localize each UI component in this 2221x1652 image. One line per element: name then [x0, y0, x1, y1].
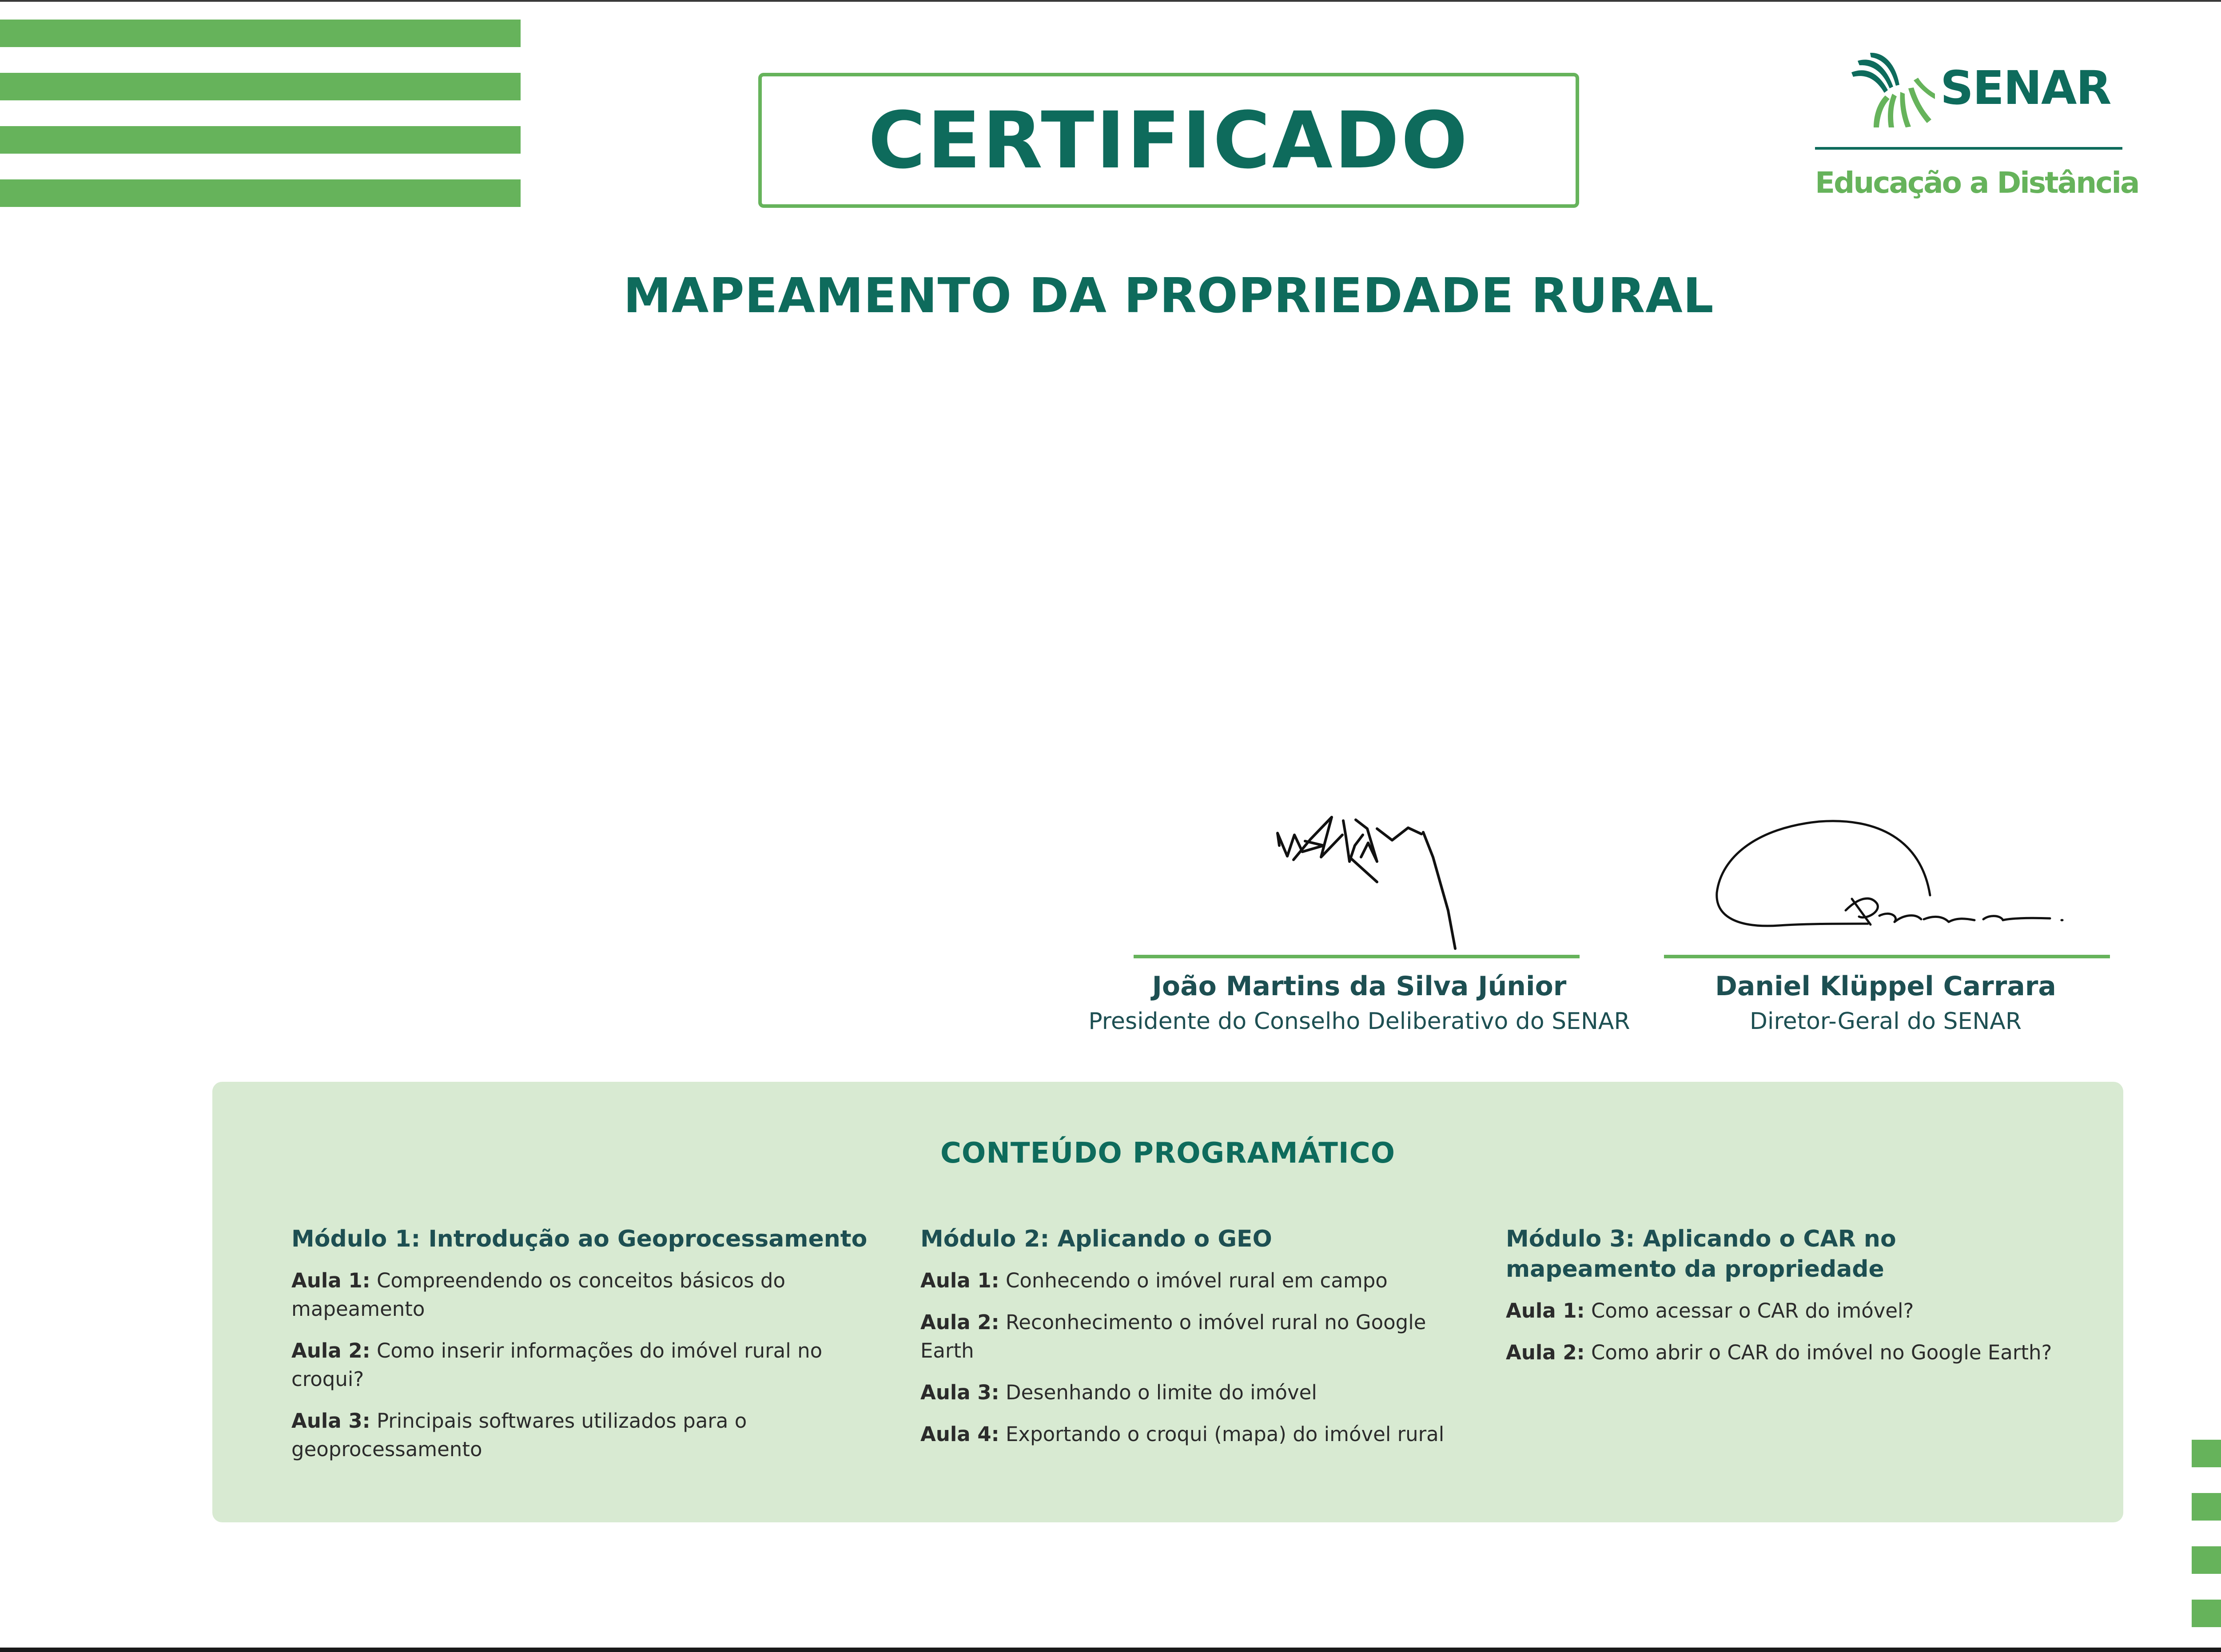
- lesson-label: Aula 2:: [291, 1339, 370, 1362]
- lesson-text: Reconhecimento o imóvel rural no Google Earth: [920, 1310, 1426, 1362]
- lesson-text: Compreendendo os conceitos básicos do mapeamento: [291, 1269, 786, 1321]
- lesson-label: Aula 2:: [1506, 1341, 1585, 1364]
- stripe: [0, 73, 521, 100]
- lesson-text: Conhecendo o imóvel rural em campo: [1005, 1269, 1388, 1292]
- signature-block-president: [1084, 790, 1635, 1035]
- handwritten-signature-director: [1672, 790, 2099, 955]
- lesson-item: [920, 1378, 1480, 1407]
- signature-line: [1134, 955, 1580, 958]
- stripe: [0, 179, 521, 207]
- program-content-panel: [212, 1082, 2123, 1522]
- certificate-title-box: [758, 73, 1579, 208]
- signature-block-director: [1644, 790, 2128, 1035]
- lesson-item: [291, 1267, 887, 1323]
- lesson-text: Exportando o croqui (mapa) do imóvel rural: [1005, 1422, 1445, 1446]
- lesson-label: Aula 1:: [1506, 1299, 1585, 1322]
- decorative-stripes-bottom-right: [2192, 1440, 2221, 1631]
- module-title: Módulo 1: Introdução ao Geoprocessamento: [291, 1226, 868, 1252]
- top-edge-line: [0, 0, 2221, 2]
- lesson-text: Como acessar o CAR do imóvel?: [1591, 1299, 1914, 1322]
- lesson-item: [291, 1407, 887, 1464]
- signature-line: [1664, 955, 2110, 958]
- program-heading: CONTEÚDO PROGRAMÁTICO: [940, 1137, 1396, 1170]
- module-1: [291, 1224, 887, 1477]
- decorative-stripes-top-left: [0, 20, 521, 210]
- module-3: [1506, 1224, 2061, 1380]
- lesson-item: [920, 1267, 1480, 1295]
- lesson-item: [291, 1337, 887, 1394]
- lesson-text: Principais softwares utilizados para o geoprocessamento: [291, 1409, 747, 1461]
- lesson-label: Aula 2:: [920, 1310, 999, 1334]
- lesson-text: Como inserir informações do imóvel rural no croqui?: [291, 1339, 823, 1391]
- signatory-name: João Martins da Silva Júnior: [1152, 971, 1567, 1002]
- module-title: Módulo 2: Aplicando o GEO: [920, 1226, 1272, 1252]
- module-title: Módulo 3: Aplicando o CAR no mapeamento da propriedade: [1506, 1226, 1896, 1283]
- stripe: [2192, 1546, 2221, 1574]
- logo-subtitle: Educação a Distância: [1815, 166, 2139, 200]
- bottom-edge-line: [0, 1648, 2221, 1652]
- course-title: MAPEAMENTO DA PROPRIEDADE RURAL: [623, 268, 1714, 324]
- senar-wheat-logo-icon: [1847, 49, 1936, 129]
- logo-divider: [1815, 147, 2122, 150]
- signatory-name: Daniel Klüppel Carrara: [1715, 971, 2056, 1002]
- stripe: [0, 126, 521, 154]
- lesson-item: [1506, 1297, 2061, 1325]
- lesson-item: [920, 1308, 1480, 1365]
- lesson-label: Aula 4:: [920, 1422, 999, 1446]
- module-2: [920, 1224, 1480, 1462]
- senar-logo: [1815, 47, 2139, 211]
- lesson-label: Aula 3:: [291, 1409, 370, 1433]
- logo-name: SENAR: [1940, 61, 2111, 115]
- signatory-role: Diretor-Geral do SENAR: [1750, 1008, 2022, 1035]
- stripe: [2192, 1493, 2221, 1521]
- signatory-role: Presidente do Conselho Deliberativo do SENAR: [1088, 1008, 1630, 1035]
- lesson-label: Aula 1:: [920, 1269, 999, 1292]
- certificate-title: CERTIFICADO: [868, 95, 1469, 186]
- lesson-item: [1506, 1338, 2061, 1367]
- lesson-label: Aula 1:: [291, 1269, 370, 1292]
- stripe: [0, 20, 521, 47]
- stripe: [2192, 1440, 2221, 1467]
- stripe: [2192, 1600, 2221, 1627]
- handwritten-signature-president: [1190, 790, 1528, 955]
- lesson-text: Como abrir o CAR do imóvel no Google Earth?: [1591, 1341, 2052, 1364]
- lesson-item: [920, 1420, 1480, 1449]
- lesson-label: Aula 3:: [920, 1381, 999, 1404]
- lesson-text: Desenhando o limite do imóvel: [1005, 1381, 1317, 1404]
